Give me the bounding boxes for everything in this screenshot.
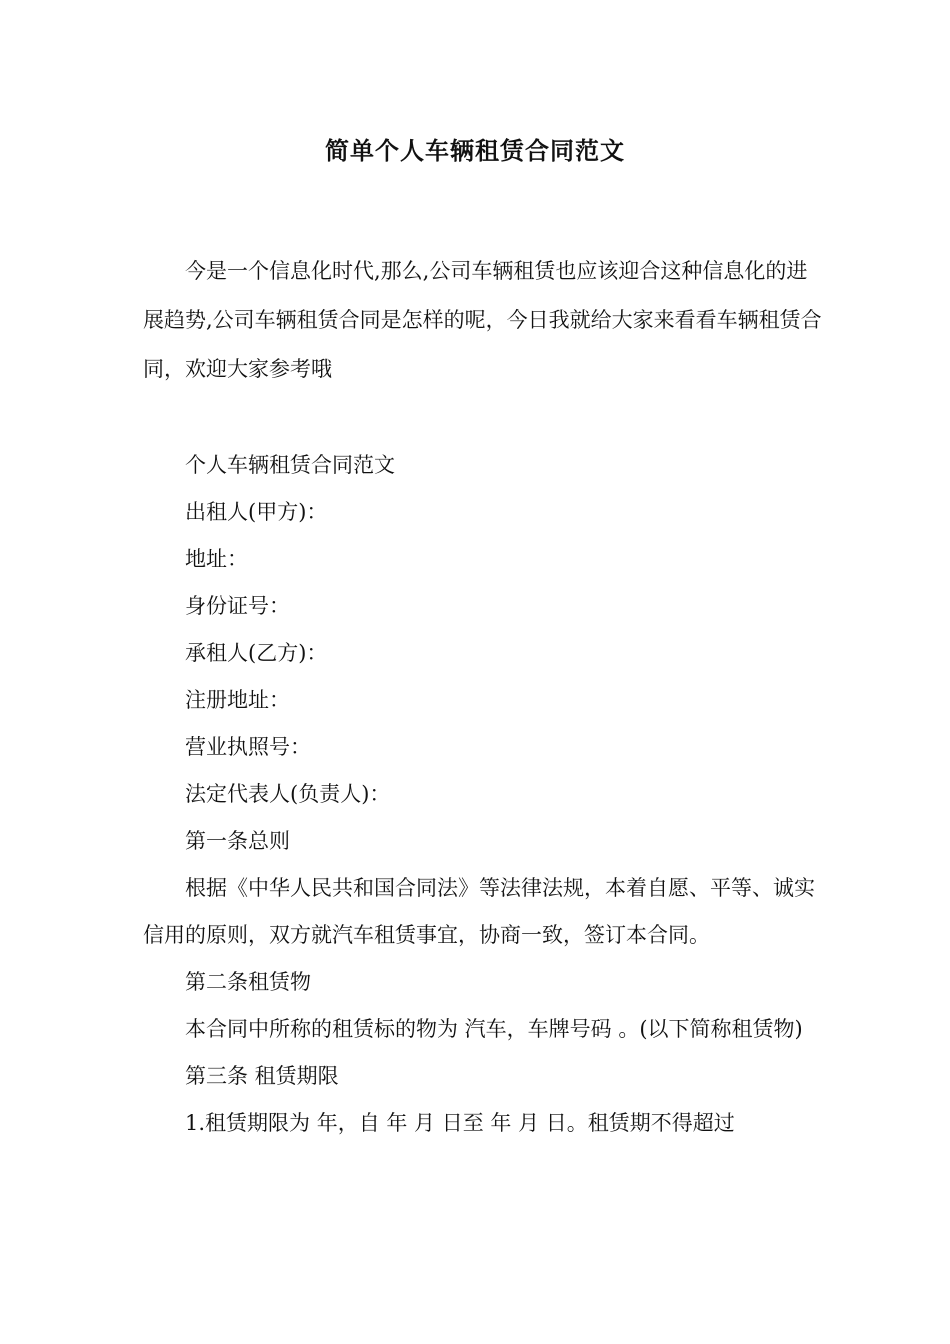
- business-license-field: 营业执照号：: [185, 735, 311, 759]
- document-title: 简单个人车辆租赁合同范文: [325, 137, 625, 165]
- lessor-id-field: 身份证号：: [185, 594, 290, 618]
- article-2-heading: 第二条租赁物: [185, 970, 311, 994]
- article-1-heading: 第一条总则: [185, 829, 290, 853]
- lessor-address-field: 地址：: [185, 547, 248, 571]
- legal-representative-field: 法定代表人(负责人)：: [185, 782, 391, 806]
- intro-paragraph: 今是一个信息化时代,那么,公司车辆租赁也应该迎合这种信息化的进展趋势,公司车辆租赁合同是怎样的呢，今日我就给大家来看看车辆租赁合同，欢迎大家参考哦: [143, 259, 822, 381]
- lessee-field: 承租人(乙方)：: [185, 641, 328, 665]
- article-2-text: 本合同中所称的租赁标的物为 汽车，车牌号码 。(以下简称租赁物): [185, 1017, 803, 1041]
- article-3-heading: 第三条 租赁期限: [185, 1064, 339, 1088]
- lessor-field: 出租人(甲方)：: [185, 500, 328, 524]
- lessee-address-field: 注册地址：: [185, 688, 290, 712]
- document-body: [143, 247, 823, 1147]
- paragraph-gap: [143, 394, 823, 442]
- article-1-text: 根据《中华人民共和国合同法》等法律法规，本着自愿、平等、诚实信用的原则，双方就汽车租赁事宜，协商一致，签订本合同。: [143, 876, 815, 947]
- article-3-item-1: 1.租赁期限为 年，自 年 月 日至 年 月 日。租赁期不得超过: [185, 1111, 735, 1135]
- section-heading-contract: 个人车辆租赁合同范文: [185, 453, 395, 477]
